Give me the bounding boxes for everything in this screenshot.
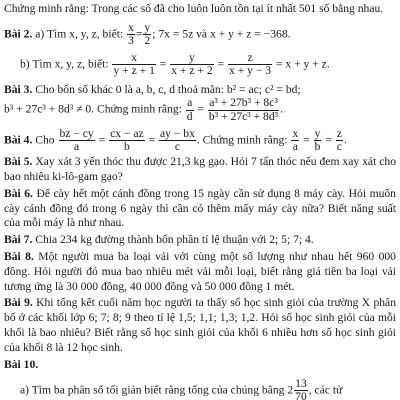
- exercise-6-label: Bài 6.: [4, 186, 33, 200]
- exercise-8-label: Bài 8.: [4, 250, 34, 263]
- fraction: $\frac{z}{x + y - 3}$: [229, 51, 272, 78]
- fraction: $\frac{y}{b}$: [314, 126, 321, 153]
- exercise-7-label: Bài 7.: [4, 233, 33, 247]
- exercise-2a: Bài 2. a) Tìm x, y, z, biết: $\frac{x}{3}$ = $\frac{y}{2}$ ; 7x = 5z và x + y + z = −368.: [4, 20, 291, 47]
- exercise-6: Bài 6. Để cày hết một cánh đồng trong 15 ngày cần sử dụng 8 máy cày. Hỏi muốn cày cánh đồng đó trong 6 ngày thì cần có thêm mấy máy cày nữa? Biết năng suất của mỗi máy là như nhau.: [4, 186, 396, 230]
- exercise-8: Bài 8. Một người mua ba loại vải với cùng một số lượng như nhau hết 960 000 đồng. Hỏi người đó mua bao nhiêu mét vải mỗi loại, biết rằng giá tiền ba loại vải tương ứng là 30 000 đồng, 40 000 đồng và 50 000 đồng 1 mét.: [4, 250, 396, 293]
- fraction: $\frac{y}{x + z + 2}$: [171, 51, 213, 78]
- fraction: $\frac{x}{y + z + 1}$: [113, 51, 155, 78]
- exercise-9: Bài 9. Khi tổng kết cuối năm học người ta thấy số học sinh giỏi của trường X phân bố ở các khối lớp 6; 7; 8; 9 theo tỉ lệ 1,5; 1,1; 1,3; 1,2. Hỏi số học sinh giỏi của mỗi khối là bao nhiêu? Biết rằng số học sinh giỏi của khối 6 nhiều hơn số học sinh giỏi của khối 8 là 12 học sinh.: [4, 296, 396, 354]
- exercise-4: Bài 4. Cho $\frac{bz - cy}{a}$ = $\frac{cx - az}{b}$ = $\frac{ay - bx}{c}$ . Chứng minh rằng: $\frac{x}{a}$ = $\frac{y}{b}$ = $\frac{z}{c}$ .: [4, 126, 347, 153]
- fraction: $\frac{ay - bx}{c}$: [160, 126, 195, 153]
- exercise-5: Bài 5. Xay xát 3 yến thóc thu được 21,3 kg gạo. Hỏi 7 tấn thóc nếu đem xay xát cho bao nhiêu ki-lô-gam gạo?: [4, 155, 396, 183]
- exercise-9-label: Bài 9.: [4, 296, 33, 310]
- fraction: $\frac{13}{70}$: [295, 376, 307, 400]
- exercise-7: Bài 7. Chia 234 kg đường thành bốn phần tỉ lệ thuận với 2; 5; 7; 4.: [4, 233, 314, 247]
- exercise-4-label: Bài 4.: [4, 133, 33, 147]
- exercise-2-label: Bài 2.: [4, 27, 33, 41]
- exercise-5-label: Bài 5.: [4, 155, 33, 169]
- exercise-2b: b) Tìm x, y, z, biết: $\frac{x}{y + z + 1}$ = $\frac{y}{x + z + 2}$ = $\frac{z}{x + y - 3}$ = x + y + z.: [20, 51, 330, 78]
- exercise-10-label: Bài 10.: [4, 357, 39, 371]
- fraction: $\frac{cx - az}{b}$: [110, 126, 144, 153]
- fraction: $\frac{x}{a}$: [292, 126, 299, 153]
- exercise-3-label: Bài 3.: [4, 82, 33, 96]
- fraction: $\frac{y}{2}$: [144, 20, 151, 47]
- exercise-10a: a) Tìm ba phân số tối giản biết rằng tổng của chúng bằng 2 $\frac{13}{70}$ , các tử: [4, 378, 396, 400]
- fraction: $\frac{z}{c}$: [336, 126, 342, 153]
- exercise-3: Bài 3. Cho bốn số khác 0 là a, b, c, d thoả mãn: b² = ac; c² = bd; b³ + 27c³ + 8d³ ≠ 0. Chứng minh rằng: $\frac{a}{d}$ = $\frac{\text{a³ + 27b³ + 8c³}}{\text{b³ + 27c³ + 8d³}}$ .: [4, 82, 301, 123]
- fraction: $\frac{\text{a³ + 27b³ + 8c³}}{\text{b³ + 27c³ + 8d³}}$: [208, 96, 279, 123]
- intro-text: Chứng minh rằng: Trong các số đã cho luôn luôn tồn tại ít nhất 501 số bằng nhau.: [4, 2, 384, 15]
- fraction: $\frac{x}{3}$: [128, 20, 134, 47]
- fraction: $\frac{a}{d}$: [186, 96, 193, 123]
- fraction: $\frac{bz - cy}{a}$: [59, 126, 94, 153]
